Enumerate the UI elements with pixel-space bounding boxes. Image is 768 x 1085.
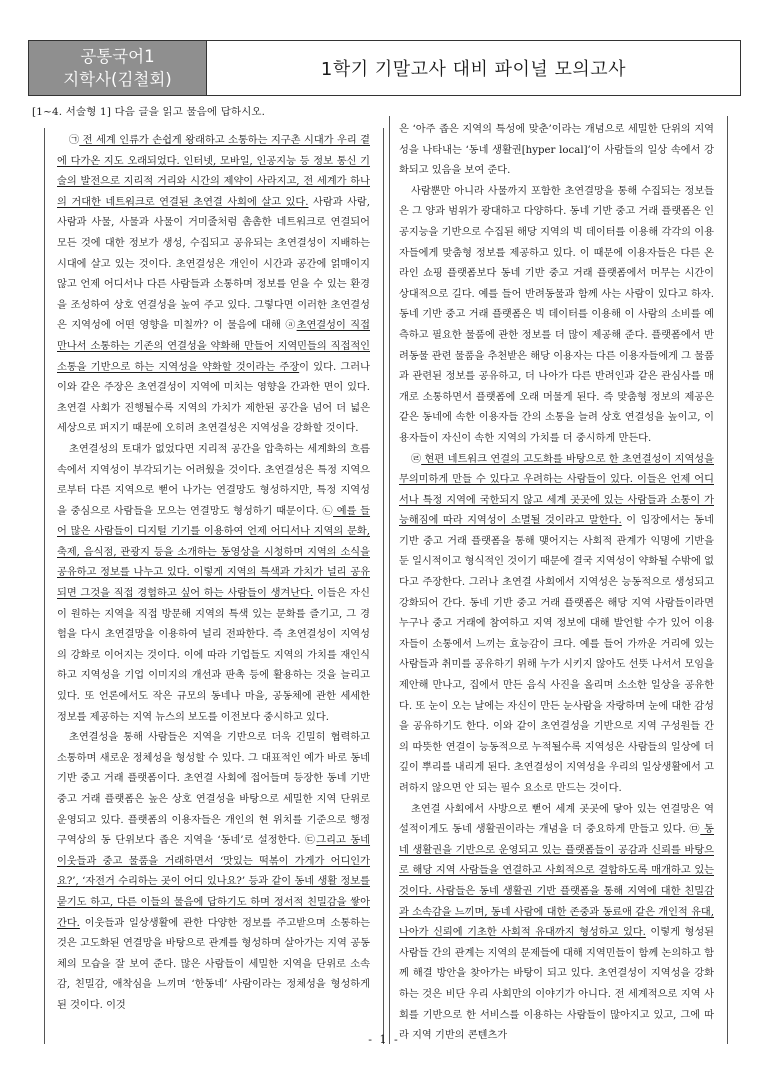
header-subject: 공통국어1: [80, 47, 155, 66]
paragraph-text: 이렇게 형성된 사람들 간의 관계는 지역의 문제들에 대해 지역민들이 함께 논의하고 함께 해결 방안을 찾아가는 바탕이 되고 있다. 초연결성이 지역성을 강화하는 것은 비단 우리 사회만의 이야기가 아니다. 전 세계적으로 지역 사회를 기반으로 한 서비스를 이용하는 사람들이 많아지고 있고, 그에 따라 지역 기반의 콘텐츠가: [399, 927, 715, 1042]
underlined-sentence-rieul: 현편 네트워크 연결의 고도화를 바탕으로 한 초연결성이 지역성을 무의미하게 만들 수 있다고 우려하는 사람들이 있다.: [399, 453, 714, 486]
paragraph-text: 초연결성을 통해 사람들은 지역을 기반으로 더욱 긴밀히 협력하고 소통하며 새로운 정체성을 형성할 수 있다. 그 대표적인 예가 바로 동네 기반 중고 거래 플랫폼이다. 초연결 사회에 접어들며 등장한 동네 기반 중고 거래 플랫폼은 높은 상호 연결성을 바탕으로 세밀한 지역 단위로 운영되고 있다. 플랫폼의 이용자들은 개인의 현 위치를 기준으로 행정 구역상의 동 단위보다 좁은 지역을 ‘동네’로 설정한다.: [57, 732, 370, 847]
exam-header: [28, 40, 741, 96]
paragraph-text: 초연결성의 토대가 없었다면 지리적 공간을 압축하는 세계화의 흐름 속에서 지역성이 부각되기는 어려웠을 것이다. 초연결성은 특정 지역으로부터 다른 지역으로 뻗어 나가는 연결망도 형성하지만, 특정 지역성을 중심으로 사람들을 모으는 연결망도 형성하기 때문이다.: [57, 443, 370, 517]
paragraph-text: 이웃들과 일상생활에 관한 다양한 정보를 주고받으며 소통하는 것은 고도화된 연결망을 바탕으로 관계를 형성하며 살아가는 지역 공동체의 모습을 잘 보여 준다. 많은 사람들이 세밀한 지역을 단위로 소속감, 친밀감, 애착심을 느끼며 ‘한동네’ 사람이라는 정체성을 형성하게 된 것이다. 이것: [57, 917, 370, 1011]
question-instruction: [1~4. 서술형 1] 다음 글을 읽고 물음에 답하시오.: [32, 106, 266, 118]
paragraph-text: 사람과 사람, 사람과 사물, 사물과 사물이 거미줄처럼 촘촘한 네트워크로 연결되어 모든 것에 대한 정보가 생성, 수집되고 공유되는 초연결성이 지배하는 시대에 살고 있는 것이다. 초연결성은 개인이 시간과 공간에 얽매이지 않고 언제 어디서나 다른 사람들과 소통하며 정보를 얻을 수 있는 환경을 조성하여 상호 연결성을 높여 주고 있다. 그렇다면 이러한 초연결성은 지역성에 어떤 영향을 미칠까? 이 물음에 대해: [57, 196, 370, 332]
passage-paragraph-6: [399, 800, 714, 1047]
marker-mieum: ㉤: [689, 824, 701, 836]
underlined-sentence-digeut: 그리고 동네 이웃들과 중고 물품을 거래하면서 ‘맛있는 떡볶이 가게가 어디인가요?’, ‘자전거 수리하는 곳이 어디 있나요?’ 등과 같이 동네 생활 정보를 묻기도 하고, 다른 이들의 물음에 답하기도 하며 정서적 친밀감을 쌓아 간다.: [57, 835, 371, 929]
underlined-sentence-rieul-2: 이들은 언제 어디서나 특정 지역에 국한되지 않고 세계 곳곳에 있는 사람들과 소통이 가능해짐에 따라 지역성이 소멸될 것이라고 말한다.: [399, 474, 714, 527]
left-column-border-right: [383, 128, 384, 1044]
right-column-border-right: [727, 116, 728, 1044]
left-column-border-left: [44, 128, 45, 1044]
passage-paragraph-continued: 은 ‘아주 좁은 지역의 특성에 맞춘’이라는 개념으로 세밀한 단위의 지역성을 나타내는 ‘동네 생활권[hyper local]’이 사람들의 일상 속에서 강화되고 있음을 보여 준다.: [399, 124, 714, 177]
underlined-sentence-mieum: 동네 생활권을 기반으로 운영되고 있는 플랫폼들이 공감과 신뢰를 바탕으로 해당 지역 사람들을 연결하고 사회적으로 결합하도록 매개하고 있는 것이다. 사람들은 동네 생활권 기반 플랫폼을 통해 지역에 대한 친밀감과 소속감을 느끼며, 동네 사람에 대한 존중과 동료애 같은 개인적 유대, 나아가 신뢰에 기초한 사회적 유대까지 형성하고 있다.: [399, 824, 715, 939]
exam-title: 1학기 기말고사 대비 파이널 모의고사: [320, 59, 627, 80]
passage-paragraph-2: [57, 440, 370, 728]
paragraph-text: 이들은 자신이 원하는 지역을 직접 방문해 지역의 특색 있는 문화를 즐기고, 그 경험을 다시 초연결망을 이용하여 널리 전파한다. 즉 초연결성이 지역성의 강화로 이어지는 것이다. 이에 따라 기업들도 지역의 가치를 재인식하고 지역성을 기업 이미지의 개선과 판촉 등에 활용하는 것을 늘리고 있다. 또 언론에서도 작은 규모의 동네나 마을, 공동체에 관한 세세한 정보를 제공하는 지역 뉴스의 보도를 이전보다 중시하고 있다.: [57, 588, 370, 723]
passage-paragraph-4: 사람뿐만 아니라 사물까지 포함한 초연결망을 통해 수집되는 정보들은 그 양과 범위가 광대하고 다양하다. 동네 기반 중고 거래 플랫폼은 인공지능을 기반으로 수집된 해당 지역의 빅 데이터를 이용해 각각의 이용자들에게 맞춤형 정보를 제공하고 있다. 이 때문에 이용자들은 다른 온라인 쇼핑 플랫폼보다 동네 기반 중고 거래 플랫폼에서 머무는 시간이 상대적으로 길다. 예를 들어 반려동물과 함께 사는 사람이 있다고 하자. 동네 기반 중고 거래 플랫폼은 빅 데이터를 이용해 이 사람의 소비를 예측하고 필요한 물품에 관한 정보를 더 많이 제공해 준다. 플랫폼에서 반려동물 관련 물품을 추천받은 해당 이용자는 다른 이용자들에게 그 물품과 관련된 정보를 공유하고, 더 나아가 다른 반려인과 같은 관심사를 매개로 소통하면서 플랫폼에 오래 머물게 된다. 즉 맞춤형 정보의 제공은 같은 동네에 속한 이용자들 간의 소통을 늘려 상호 연결성을 높이고, 이용자들이 자신이 속한 지역의 가치를 더 중시하게 만든다.: [399, 185, 714, 444]
marker-digeut: ㉢: [305, 835, 317, 847]
passage-paragraph-5: [399, 450, 714, 800]
paragraph-text: 초연결 사회에서 사방으로 뻗어 세계 곳곳에 닿아 있는 연결망은 역설적이게도 동네 생활권이라는 개념을 더 중요하게 만들고 있다.: [399, 803, 714, 836]
marker-giyeok: ㉠: [69, 135, 80, 146]
passage-left-column: [57, 131, 370, 1017]
underlined-sentence-nieun: 예를 들어 많은 사람들이 디지털 기기를 이용하여 언제 어디서나 지역의 문화, 축제, 음식점, 관광지 등을 소개하는 동영상을 시청하며 지역의 소식을 공유하고 정보를 나누고 있다. 이렇게 지역의 특색과 가치가 널리 공유되면 그것을 직접 경험하고 싶어 하는 사람들이 생겨난다.: [57, 505, 371, 600]
underlined-claim-a: 초연결성이 직접 만나서 소통하는 기존의 연결성을 약화해 만들어 지역민들의 직접적인 소통을 기반으로 하는 지역성을 약화할 것이라는 주장: [57, 320, 370, 373]
header-subject-box: [29, 41, 207, 95]
marker-a: ⓐ: [285, 320, 297, 332]
paragraph-text: 이 입장에서는 동네 기반 중고 거래 플랫폼을 통해 맺어지는 사회적 관계가 익명에 기반을 둔 일시적이고 형식적인 것이기 때문에 결국 지역성이 약화될 수밖에 없다고 주장한다. 그러나 초연결 사회에서 지역성은 능동적으로 생성되고 강화되어 간다. 동네 기반 중고 거래 플랫폼은 해당 지역 사람들이라면 누구나 중고 거래에 참여하고 지역 정보에 대해 발언할 수가 있어 이용자들이 소통에서 느끼는 효능감이 크다. 예를 들어 가까운 거리에 있는 사람들과 취미를 공유하기 위해 누가 시키지 않아도 선뜻 나서서 모임을 제안해 만나고, 집에서 만든 음식 사진을 올리며 소소한 일상을 공유한다. 또 눈이 오는 날에는 자신이 만든 눈사람을 자랑하며 눈에 대한 감성을 공유하기도 한다. 이와 같이 초연결성을 기반으로 지역 구성원들 간의 따뜻한 연결이 능동적으로 누적될수록 지역성은 사람들의 일상에 더 깊이 뿌리를 내리게 된다. 초연결성이 지역성을 우리의 일상생활에서 고려하지 않으면 안 되는 필수 요소로 만드는 것이다.: [399, 515, 714, 794]
passage-paragraph-3: [57, 728, 370, 1016]
passage-paragraph-1: [57, 131, 370, 440]
paragraph-text: 이 있다. 그러나 이와 같은 주장은 초연결성이 지역에 미치는 영향을 간과한 면이 있다. 초연결 사회가 진행될수록 지역의 가치가 제한된 공간을 넘어 더 넓은 세상으로 퍼지기 때문에 오히려 초연결성은 지역성을 강화할 것이다.: [57, 361, 370, 435]
underlined-sentence-giyeok: 전 세계 인류가 손쉽게 왕래하고 소통하는 지구촌 시대가 우리 곁에 다가온 지도 오래되었다. 인터넷, 모바일, 인공지능 등 정보 통신 기술의 발전으로 지리적 거리와 시간의 제약이 사라지고, 전 세계가 하나의 거대한 네트워크로 연결된 초연결 사회에 살고 있다.: [57, 135, 370, 208]
marker-rieul: ㉣: [411, 453, 422, 465]
header-publisher: 지학사(김철회): [63, 70, 172, 89]
page-number: - 1 -: [368, 1033, 400, 1046]
passage-right-column: [399, 120, 714, 1047]
marker-nieun: ㉡: [322, 505, 334, 517]
right-column-border-left: [389, 116, 390, 1044]
